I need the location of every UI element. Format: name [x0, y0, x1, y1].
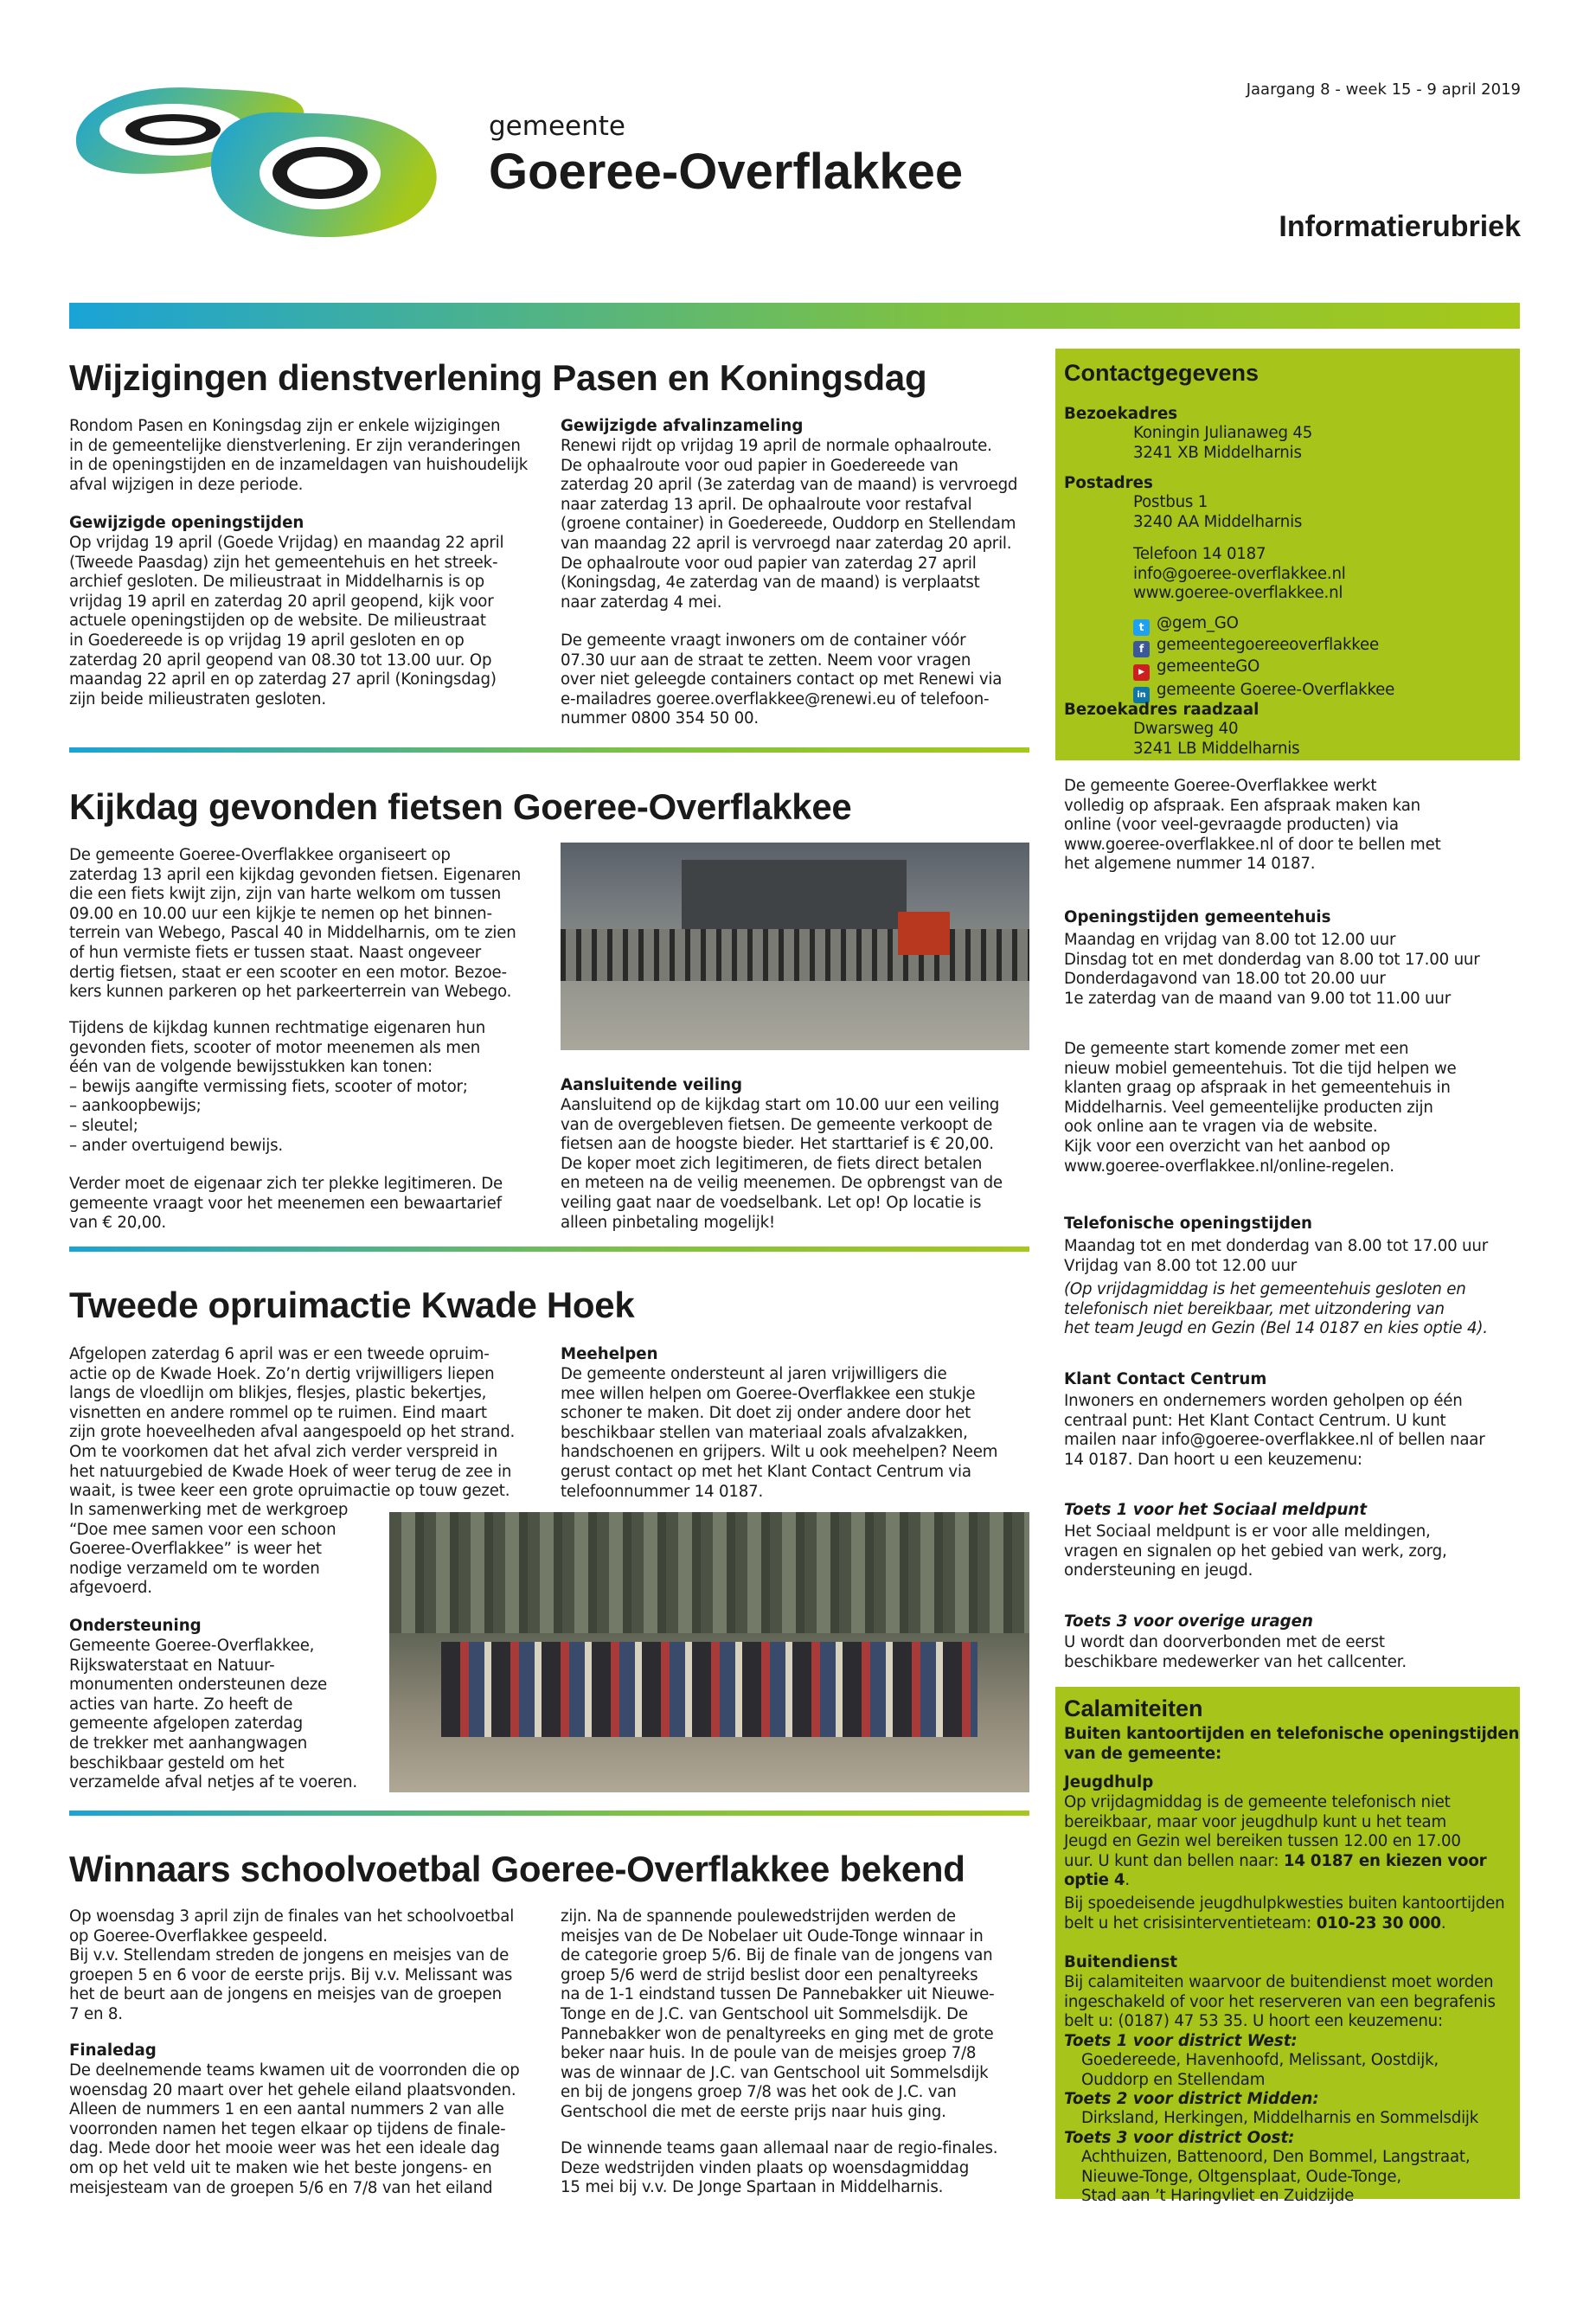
crisis-text: Bij spoedeisende jeugdhulpkwesties buiten kantoortijden belt u het crisisinterventieteam: 010-23 30 000. — [1064, 1894, 1505, 1932]
emergency-title: Calamiteiten — [1064, 1695, 1203, 1721]
article1-waste-heading: Gewijzigde afvalinzameling — [561, 417, 804, 435]
article1-intro: Rondom Pasen en Koningsdag zijn er enkele wijzigingen in de gemeentelijke dienstverlening. Er zijn veranderingen in de openingstijden en de inzameldagen van huishoudelijk afval wijzigen in deze periode. — [69, 417, 529, 494]
article3-support-heading: Ondersteuning — [69, 1617, 202, 1635]
header-title: Goeree-Overflakkee — [489, 144, 964, 200]
divider — [69, 1811, 1029, 1816]
youtube-icon: ▶ — [1133, 664, 1150, 681]
district-middle-heading: Toets 2 voor district Midden: — [1064, 2090, 1319, 2108]
article2-id-text: Verder moet de eigenaar zich ter plekke legitimeren. De gemeente vraagt voor het meenemen een bewaartarief van € 20,00. — [69, 1175, 503, 1233]
social-youtube[interactable]: ▶ gemeenteGO — [1133, 657, 1394, 681]
option1-heading: Toets 1 voor het Sociaal meldpunt — [1064, 1501, 1368, 1519]
contact-title: Contactgegevens — [1064, 360, 1259, 386]
issue-info: Jaargang 8 - week 15 - 9 april 2019 — [1246, 80, 1521, 99]
article2-auction-text: Aansluitend op de kijkdag start om 10.00 uur een veiling van de overgebleven fietsen. De gemeente verkoopt de fietsen aan de hoogste bieder. Het starttarief is € 20,00. De koper moet zich legitimeren, de fiets direct betalen en meteen na de veilig meenemen. De opbrengst van de veiling gaat naar de voedselbank. Let op! Op locatie is alleen pinbetaling mogelijk! — [561, 1096, 1003, 1232]
section-label: Informatierubriek — [1279, 210, 1521, 243]
header-gradient-bar — [69, 303, 1520, 329]
article3-support-text: Gemeente Goeree-Overflakkee, Rijkswaterstaat en Natuur- monumenten ondersteunen deze acties van harte. Zo heeft de gemeente afgelopen zaterdag de trekker met aanhangwagen beschikbaar gesteld om het verzamelde afval netjes af te voeren. — [69, 1637, 357, 1792]
article4-results-text: zijn. Na de spannende poulewedstrijden werden de meisjes van de De Nobelaer uit Oude-Tonge winnaar in de categorie groep 5/6. Bij de finale van de jongens van groep 5/6 werd de strijd beslist door een penaltyreeks na de 1-1 eindstand tussen De Pannebakker uit Nieuwe- Tonge en de J.C. van Gentschool uit Sommelsdijk. De Pannebakker won de penaltyreeks en ging met de grote beker naar huis. In de poule van de meisjes groep 7/8 was de winnaar de J.C. van Gentschool uit Sommelsdijk en bij de jongens groep 7/8 was het ook de J.C. van Gentschool die met de eerste prijs naar huis ging. — [561, 1907, 995, 2121]
article4-final-heading: Finaledag — [69, 2041, 157, 2060]
phone-hours: Maandag tot en met donderdag van 8.00 tot 17.00 uur Vrijdag van 8.00 tot 12.00 uur — [1064, 1237, 1488, 1275]
phone-hours-heading: Telefonische openingstijden — [1064, 1215, 1312, 1233]
phone-hours-note: (Op vrijdagmiddag is het gemeentehuis gesloten en telefonisch niet bereikbaar, met uitzondering van het team Jeugd en Gezin (Bel 14 0187 en kies optie 4). — [1064, 1280, 1488, 1338]
article2-intro: De gemeente Goeree-Overflakkee organiseert op zaterdag 13 april een kijkdag gevonden fietsen. Eigenaren die een fiets kwijt zijn, zijn van harte welkom om tussen 09.00 en 10.00 uur een kijkje te nemen op het binnen- terrein van Webego, Pascal 40 in Middelharnis, om te zien of hun vermiste fiets er tussen staat. Naast ongeveer dertig fietsen, staat er een scooter en een motor. Bezoe- kers kunnen parkeren op het parkeerterrein van Webego. — [69, 846, 522, 1002]
article4-final-text: De deelnemende teams kwamen uit de voorronden die op woensdag 20 maart over het gehele eiland plaatsvonden. Alleen de nummers 1 en een aantal nummers 2 van alle voorronden namen het tegen elkaar op tijdens de finale- dag. Mede door het mooie weer was het een ideale dag om op het veld uit te maken wie het beste jongens- en meisjesteam van de groepen 5/6 en 7/8 van het eiland — [69, 2061, 520, 2197]
bicycles-photo — [561, 843, 1029, 1050]
article4-regional-text: De winnende teams gaan allemaal naar de regio-finales. Deze wedstrijden vinden plaats op woensdagmiddag 15 mei bij v.v. De Jonge Spartaan in Middelharnis. — [561, 2139, 998, 2197]
header-pretitle: gemeente — [489, 111, 625, 142]
council-address-heading: Bezoekadres raadzaal — [1064, 701, 1259, 719]
district-west: Goedereede, Havenhoofd, Melissant, Oostdijk, Ouddorp en Stellendam — [1081, 2051, 1439, 2089]
postal-address: Postbus 1 3240 AA Middelharnis — [1133, 493, 1303, 531]
article3-help-heading: Meehelpen — [561, 1345, 658, 1363]
divider — [69, 1247, 1029, 1252]
article1-waste-text: Renewi rijdt op vrijdag 19 april de normale ophaalroute. De ophaalroute voor oud papier in Goedereede van zaterdag 20 april (3e zaterdag van de maand) is vervroegd naar zaterdag 13 april. De ophaalroute voor restafval (groene container) in Goedereede, Ouddorp en Stellendam van maandag 22 april is vervroegd naar zaterdag 20 april. De ophaalroute voor oud papier van zaterdag 27 april (Koningsdag, 4e zaterdag van de maand) is verplaatst naar zaterdag 4 mei. — [561, 437, 1018, 612]
article4-intro: Op woensdag 3 april zijn de finales van het schoolvoetbal op Goeree-Overflakkee gespeeld. Bij v.v. Stellendam streden de jongens en meisjes van de groepen 5 en 6 voor de eerste prijs. Bij v.v. Melissant was het de beurt aan de jongens en meisjes van de groepen 7 en 8. — [69, 1907, 515, 2023]
council-address: Dwarsweg 40 3241 LB Middelharnis — [1133, 720, 1300, 758]
gemeente-logo-icon — [69, 78, 450, 247]
article2-proof-text: Tijdens de kijkdag kunnen rechtmatige eigenaren hun gevonden fiets, scooter of motor meenemen als men één van de volgende bewijsstukken kan tonen: – bewijs aangifte vermissing fiets, scooter of motor; – aankoopbewijs; – sleutel; – ander overtuigend bewijs. — [69, 1019, 486, 1155]
outdoor-service-heading: Buitendienst — [1064, 1953, 1178, 1971]
article1-container-text: De gemeente vraagt inwoners om de container vóór 07.30 uur aan de straat te zetten. Neem voor vragen over niet geleegde containers contact op met Renewi via e-mailadres goeree.overflakkee@renewi.eu of telefoon- nummer 0800 354 50 00. — [561, 631, 1003, 728]
district-west-heading: Toets 1 voor district West: — [1064, 2032, 1298, 2050]
visit-address-heading: Bezoekadres — [1064, 405, 1178, 423]
article1-title: Wijzigingen dienstverlening Pasen en Koningsdag — [69, 357, 927, 398]
article1-open-text: Op vrijdag 19 april (Goede Vrijdag) en maandag 22 april (Tweede Paasdag) zijn het gemeentehuis en het streek- archief gesloten. De milieustraat in Middelharnis is op vrijdag 19 april en zaterdag 20 april geopend, kijk voor actuele openingstijden op de website. De milieustraat in Goedereede is op vrijdag 19 april gesloten en op zaterdag 20 april geopend van 08.30 tot 13.00 uur. Op maandag 22 april en op zaterdag 27 april (Koningsdag) zijn beide milieustraten gesloten. — [69, 534, 504, 708]
kcc-text: Inwoners en ondernemers worden geholpen op één centraal punt: Het Klant Contact Centrum. U kunt mailen naar info@goeree-overflakkee.nl of bellen naar 14 0187. Dan hoort u een keuzemenu: — [1064, 1392, 1485, 1469]
outdoor-service-text: Bij calamiteiten waarvoor de buitendienst moet worden ingeschakeld of voor het reserveren van een begrafenis belt u: (0187) 47 53 35. U hoort een keuzemenu: — [1064, 1973, 1496, 2031]
opening-hours: Maandag en vrijdag van 8.00 tot 12.00 uur Dinsdag tot en met donderdag van 8.00 tot 17.00 uur Donderdagavond van 18.00 tot 20.00 uur 1e zaterdag van de maand van 9.00 tot 11.00 uur — [1064, 931, 1480, 1008]
social-linkedin[interactable]: in gemeente Goeree-Overflakkee — [1133, 681, 1394, 703]
article1-open-heading: Gewijzigde openingstijden — [69, 514, 304, 532]
kcc-heading: Klant Contact Centrum — [1064, 1370, 1267, 1388]
facebook-icon: f — [1133, 641, 1150, 657]
social-twitter[interactable]: t @gem_GO — [1133, 614, 1394, 636]
volunteers-photo — [389, 1512, 1029, 1792]
youth-help-heading: Jeugdhulp — [1064, 1773, 1154, 1791]
mobile-office-text: De gemeente start komende zomer met een nieuw mobiel gemeentehuis. Tot die tijd helpen we klanten graag op afspraak in het gemeentehuis in Middelharnis. Veel gemeentelijke producten zijn ook online aan te vragen via de website. Kijk voor een overzicht van het aanbod op www.goeree-overflakkee.nl/online-regelen. — [1064, 1040, 1457, 1176]
twitter-icon: t — [1133, 619, 1150, 636]
article3-help-text: De gemeente ondersteunt al jaren vrijwilligers die mee willen helpen om Goeree-Overflakkee een stukje schoner te maken. Dit doet zij onder andere door het beschikbaar stellen van materiaal zoals afvalzakken, handschoenen en grijpers. Wilt u ook meehelpen? Neem gerust contact op met het Klant Contact Centrum via telefoonnummer 14 0187. — [561, 1365, 998, 1501]
option1-text: Het Sociaal meldpunt is er voor alle meldingen, vragen en signalen op het gebied van werk, zorg, ondersteuning en jeugd. — [1064, 1522, 1447, 1580]
article2-auction-heading: Aansluitende veiling — [561, 1076, 743, 1094]
social-facebook[interactable]: f gemeentegoereeoverflakkee — [1133, 636, 1394, 657]
opening-hours-heading: Openingstijden gemeentehuis — [1064, 908, 1331, 926]
article3-title: Tweede opruimactie Kwade Hoek — [69, 1285, 635, 1325]
article3-workgroup-text: In samenwerking met de werkgroep “Doe mee samen voor een schoon Goeree-Overflakkee” is weer het nodige verzameld om te worden afgevoerd. — [69, 1501, 349, 1598]
emergency-subtitle: Buiten kantoortijden en telefonische openingstijden van de gemeente: — [1064, 1725, 1520, 1763]
linkedin-icon: in — [1133, 687, 1150, 703]
article2-title: Kijkdag gevonden fietsen Goeree-Overflakkee — [69, 786, 852, 827]
district-east-heading: Toets 3 voor district Oost: — [1064, 2129, 1295, 2147]
contact-phone-web: Telefoon 14 0187 info@goeree-overflakkee.nl www.goeree-overflakkee.nl — [1133, 545, 1346, 603]
divider — [69, 747, 1029, 753]
appointment-text: De gemeente Goeree-Overflakkee werkt volledig op afspraak. Een afspraak maken kan online (voor veel-gevraagde producten) via www.goeree-overflakkee.nl of door te bellen met het algemene nummer 14 0187. — [1064, 777, 1441, 874]
district-east: Achthuizen, Battenoord, Den Bommel, Langstraat, Nieuwe-Tonge, Oltgensplaat, Oude-Tonge, Stad aan ’t Haringvliet en Zuidzijde — [1081, 2148, 1471, 2206]
option3-heading: Toets 3 voor overige uragen — [1064, 1612, 1313, 1631]
article3-intro: Afgelopen zaterdag 6 april was er een tweede opruim- actie op de Kwade Hoek. Zo’n dertig vrijwilligers liepen langs de vloedlijn om blikjes, flesjes, plastic bekertjes, visnetten en andere rommel op te ruimen. Eind maart zijn grote hoeveelheden afval aangespoeld op het strand. Om te voorkomen dat het afval zich verder verspreid in het natuurgebied de Kwade Hoek of weer terug de zee in waait, is twee keer een grote opruimactie op touw gezet. — [69, 1345, 516, 1501]
postal-address-heading: Postadres — [1064, 474, 1153, 492]
youth-help-text: Op vrijdagmiddag is de gemeente telefonisch niet bereikbaar, maar voor jeugdhulp kunt u het team Jeugd en Gezin wel bereiken tussen 12.00 en 17.00 uur. U kunt dan bellen naar: 14 0187 en kiezen voor optie 4. — [1064, 1793, 1487, 1890]
option3-text: U wordt dan doorverbonden met de eerst beschikbare medewerker van het callcenter. — [1064, 1633, 1407, 1671]
district-middle: Dirksland, Herkingen, Middelharnis en Sommelsdijk — [1081, 2109, 1479, 2127]
visit-address: Koningin Julianaweg 45 3241 XB Middelharnis — [1133, 424, 1313, 462]
article4-title: Winnaars schoolvoetbal Goeree-Overflakkee bekend — [69, 1849, 965, 1889]
social-links — [1133, 614, 1394, 703]
